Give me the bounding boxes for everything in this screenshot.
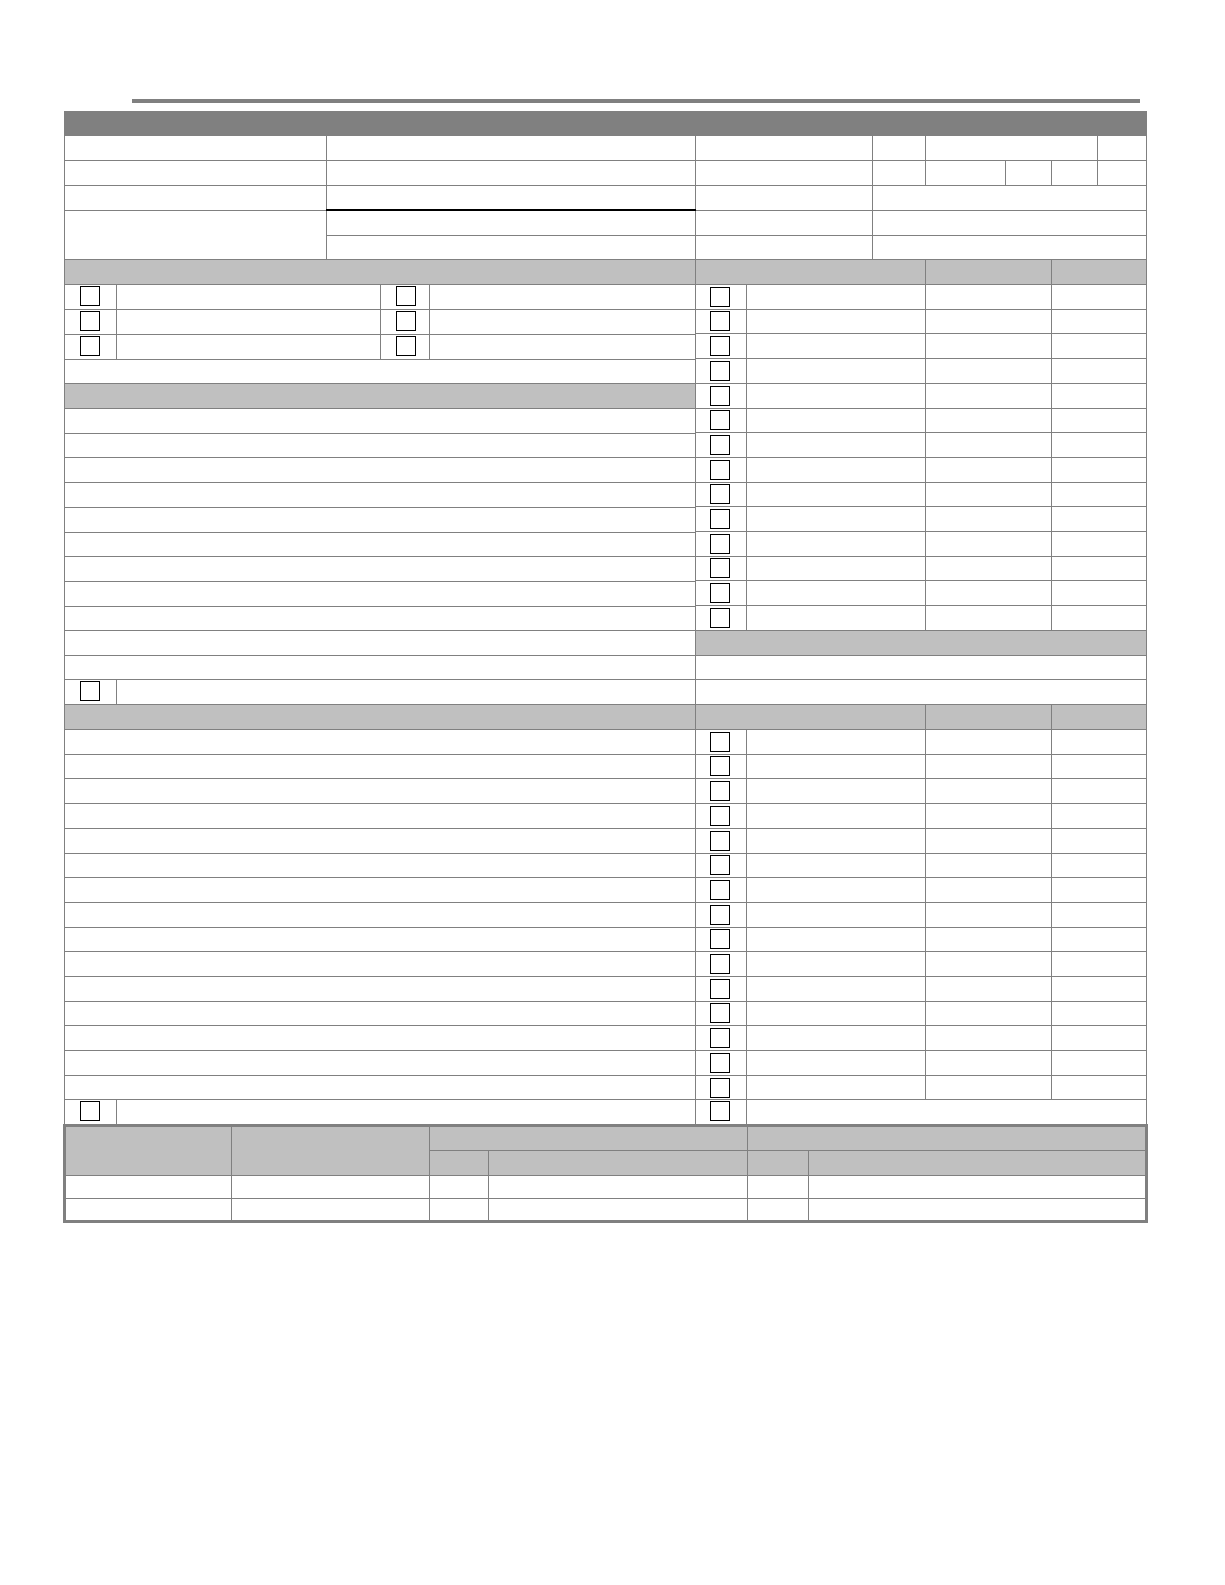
table-cell[interactable] — [808, 1198, 1147, 1223]
form-row[interactable] — [64, 1025, 696, 1051]
item-value-field[interactable] — [925, 284, 1052, 310]
item-value-field[interactable] — [1051, 309, 1147, 334]
option-label-cell[interactable] — [429, 284, 696, 310]
item-checkbox[interactable] — [710, 484, 730, 504]
item-checkbox[interactable] — [710, 311, 730, 331]
item-checkbox[interactable] — [710, 979, 730, 999]
item-label-cell[interactable] — [746, 729, 926, 755]
item-value-field[interactable] — [925, 778, 1052, 804]
item-value-field[interactable] — [925, 902, 1052, 928]
item-label-cell[interactable] — [746, 927, 926, 952]
form-row[interactable] — [64, 408, 696, 434]
form-row[interactable] — [695, 655, 1147, 680]
item-value-field[interactable] — [1051, 1075, 1147, 1101]
table-cell[interactable] — [64, 1198, 232, 1223]
item-value-field[interactable] — [1051, 828, 1147, 854]
item-value-field[interactable] — [925, 803, 1052, 829]
item-checkbox[interactable] — [710, 534, 730, 554]
form-row[interactable] — [64, 433, 696, 458]
item-value-field[interactable] — [1051, 556, 1147, 581]
form-row[interactable] — [64, 877, 696, 903]
item-value-field[interactable] — [925, 358, 1052, 384]
header-label-cell[interactable] — [64, 135, 327, 161]
item-value-field[interactable] — [925, 1075, 1052, 1101]
table-cell[interactable] — [429, 1175, 489, 1199]
item-value-field[interactable] — [925, 482, 1052, 507]
item-checkbox[interactable] — [710, 583, 730, 603]
table-cell[interactable] — [64, 1175, 232, 1199]
item-checkbox[interactable] — [710, 732, 730, 752]
item-value-field[interactable] — [1051, 877, 1147, 903]
item-value-field[interactable] — [1051, 778, 1147, 804]
table-cell[interactable] — [808, 1175, 1147, 1199]
item-value-field[interactable] — [1051, 333, 1147, 359]
form-row[interactable] — [64, 556, 696, 582]
item-checkbox[interactable] — [710, 386, 730, 406]
header-label-cell[interactable] — [695, 135, 873, 161]
header-label-cell[interactable] — [64, 210, 327, 260]
item-label-cell[interactable] — [746, 902, 926, 928]
header-small-field[interactable] — [1005, 160, 1052, 186]
item-label-cell[interactable] — [746, 457, 926, 483]
item-value-field[interactable] — [925, 556, 1052, 581]
column-header — [925, 704, 1052, 730]
item-value-field[interactable] — [1051, 927, 1147, 952]
item-value-field[interactable] — [1051, 432, 1147, 458]
item-checkbox[interactable] — [710, 1078, 730, 1098]
item-checkbox[interactable] — [710, 460, 730, 480]
item-label-cell[interactable] — [746, 1001, 926, 1026]
item-value-field[interactable] — [925, 457, 1052, 483]
item-value-field[interactable] — [1051, 1025, 1147, 1051]
table-subheader — [429, 1150, 489, 1176]
form-row[interactable] — [64, 803, 696, 829]
item-value-field[interactable] — [925, 605, 1052, 631]
option-label-cell[interactable] — [116, 334, 381, 360]
form-row[interactable] — [64, 729, 696, 755]
option-label-cell[interactable] — [116, 679, 696, 705]
table-cell[interactable] — [231, 1198, 430, 1223]
item-label-cell[interactable] — [746, 358, 926, 384]
form-row[interactable] — [64, 754, 696, 779]
item-label-cell[interactable] — [746, 1075, 926, 1101]
item-label-cell[interactable] — [746, 778, 926, 804]
item-value-field[interactable] — [925, 828, 1052, 854]
item-value-field[interactable] — [925, 383, 1052, 409]
option-checkbox[interactable] — [80, 1101, 100, 1121]
item-value-field[interactable] — [1051, 754, 1147, 779]
item-value-field[interactable] — [925, 877, 1052, 903]
option-checkbox[interactable] — [80, 311, 100, 331]
header-label-cell[interactable] — [695, 235, 873, 260]
item-checkbox[interactable] — [710, 929, 730, 949]
item-label-cell[interactable] — [746, 482, 926, 507]
section-header — [64, 704, 696, 730]
header-value-field[interactable] — [326, 210, 696, 236]
item-value-field[interactable] — [925, 729, 1052, 755]
item-value-field[interactable] — [925, 754, 1052, 779]
item-checkbox[interactable] — [710, 1003, 730, 1023]
header-value-field[interactable] — [326, 185, 696, 211]
item-checkbox[interactable] — [710, 954, 730, 974]
header-value-field[interactable] — [326, 160, 696, 186]
item-value-field[interactable] — [1051, 408, 1147, 433]
item-label-cell[interactable] — [746, 556, 926, 581]
item-value-field[interactable] — [1051, 1001, 1147, 1026]
option-label-cell[interactable] — [429, 334, 696, 360]
column-header — [695, 259, 926, 285]
header-label-cell[interactable] — [695, 210, 873, 236]
form-row[interactable] — [64, 655, 696, 680]
item-checkbox[interactable] — [710, 435, 730, 455]
item-label-cell[interactable] — [746, 853, 926, 878]
table-cell[interactable] — [747, 1198, 809, 1223]
item-label-cell[interactable] — [746, 828, 926, 854]
form-row[interactable] — [64, 482, 696, 508]
item-value-field[interactable] — [1051, 605, 1147, 631]
column-header — [1051, 259, 1147, 285]
item-checkbox[interactable] — [710, 880, 730, 900]
form-row[interactable] — [64, 581, 696, 607]
header-value-field[interactable] — [925, 160, 1006, 186]
header-label-cell[interactable] — [64, 160, 327, 186]
form-row[interactable] — [695, 679, 1147, 705]
option-checkbox[interactable] — [396, 286, 416, 306]
item-checkbox[interactable] — [710, 410, 730, 430]
form-title-bar — [64, 111, 1147, 135]
table-header — [747, 1124, 1147, 1151]
item-checkbox[interactable] — [710, 756, 730, 776]
item-value-field[interactable] — [1051, 383, 1147, 409]
item-value-field[interactable] — [1051, 482, 1147, 507]
item-label-cell[interactable] — [746, 1050, 926, 1076]
item-label-cell[interactable] — [746, 432, 926, 458]
item-label-cell[interactable] — [746, 284, 926, 310]
item-value-field[interactable] — [1051, 902, 1147, 928]
item-label-cell[interactable] — [746, 580, 926, 606]
option-label-cell[interactable] — [116, 309, 381, 335]
item-label-cell[interactable] — [746, 803, 926, 829]
item-value-field[interactable] — [925, 951, 1052, 977]
item-value-field[interactable] — [925, 408, 1052, 433]
form-row[interactable] — [64, 1001, 696, 1026]
item-label-cell[interactable] — [746, 754, 926, 779]
form-row[interactable] — [64, 828, 696, 854]
item-value-field[interactable] — [1051, 803, 1147, 829]
item-value-field[interactable] — [1051, 284, 1147, 310]
item-label-cell[interactable] — [746, 531, 926, 557]
form-row[interactable] — [64, 976, 696, 1002]
item-checkbox[interactable] — [710, 509, 730, 529]
item-checkbox[interactable] — [710, 905, 730, 925]
form-row[interactable] — [64, 951, 696, 977]
table-cell[interactable] — [747, 1175, 809, 1199]
option-checkbox[interactable] — [396, 336, 416, 356]
header-small-field[interactable] — [1051, 160, 1098, 186]
item-label-cell[interactable] — [746, 951, 926, 977]
form-row[interactable] — [64, 606, 696, 631]
form-row[interactable] — [64, 853, 696, 878]
form-row[interactable] — [64, 927, 696, 952]
item-label-cell[interactable] — [746, 976, 926, 1002]
item-value-field[interactable] — [925, 1050, 1052, 1076]
header-value-field[interactable] — [925, 135, 1098, 161]
item-value-field[interactable] — [1051, 1050, 1147, 1076]
form-row[interactable] — [64, 359, 696, 384]
header-value-field[interactable] — [872, 235, 1147, 260]
option-label-cell[interactable] — [116, 1099, 696, 1125]
form-row[interactable] — [64, 1050, 696, 1076]
item-label-cell[interactable] — [746, 506, 926, 532]
item-value-field[interactable] — [925, 1001, 1052, 1026]
top-rule — [132, 99, 1140, 103]
option-checkbox[interactable] — [80, 681, 100, 701]
header-label-cell[interactable] — [695, 185, 873, 211]
item-value-field[interactable] — [925, 333, 1052, 359]
option-label-cell[interactable] — [116, 284, 381, 310]
item-value-field[interactable] — [1051, 580, 1147, 606]
header-value-field[interactable] — [326, 135, 696, 161]
form-row[interactable] — [64, 457, 696, 483]
header-value-field[interactable] — [872, 185, 1147, 211]
item-label-cell[interactable] — [746, 309, 926, 334]
form-row[interactable] — [64, 778, 696, 804]
item-value-field[interactable] — [925, 1025, 1052, 1051]
section-header — [64, 383, 696, 409]
item-value-field[interactable] — [1051, 853, 1147, 878]
header-label-cell[interactable] — [695, 160, 873, 186]
header-small-field[interactable] — [1097, 160, 1147, 186]
item-checkbox[interactable] — [710, 558, 730, 578]
option-checkbox[interactable] — [396, 311, 416, 331]
option-label-cell[interactable] — [429, 309, 696, 335]
item-label-cell[interactable] — [746, 408, 926, 433]
item-checkbox[interactable] — [710, 1028, 730, 1048]
form-row[interactable] — [64, 507, 696, 533]
item-value-field[interactable] — [1051, 457, 1147, 483]
column-header — [925, 259, 1052, 285]
table-header — [64, 1124, 232, 1176]
item-value-field[interactable] — [1051, 729, 1147, 755]
item-checkbox[interactable] — [710, 361, 730, 381]
item-checkbox[interactable] — [710, 287, 730, 307]
item-value-field[interactable] — [925, 432, 1052, 458]
form-row[interactable] — [64, 1075, 696, 1101]
option-checkbox[interactable] — [80, 286, 100, 306]
table-cell[interactable] — [488, 1198, 748, 1223]
header-value-field[interactable] — [326, 235, 696, 260]
table-cell[interactable] — [231, 1175, 430, 1199]
header-small-field[interactable] — [872, 160, 926, 186]
item-value-field[interactable] — [1051, 951, 1147, 977]
header-label-cell[interactable] — [64, 185, 327, 211]
form-row[interactable] — [64, 902, 696, 928]
form-row[interactable] — [746, 1099, 1147, 1125]
item-value-field[interactable] — [925, 506, 1052, 532]
option-checkbox[interactable] — [80, 336, 100, 356]
item-value-field[interactable] — [1051, 531, 1147, 557]
item-value-field[interactable] — [925, 853, 1052, 878]
item-value-field[interactable] — [925, 927, 1052, 952]
item-checkbox[interactable] — [710, 336, 730, 356]
form-row[interactable] — [64, 630, 696, 656]
column-header — [1051, 704, 1147, 730]
table-header — [231, 1124, 430, 1176]
item-value-field[interactable] — [1051, 358, 1147, 384]
item-label-cell[interactable] — [746, 383, 926, 409]
table-subheader — [488, 1150, 748, 1176]
column-header — [695, 704, 926, 730]
item-value-field[interactable] — [1051, 976, 1147, 1002]
header-small-field[interactable] — [872, 135, 926, 161]
item-value-field[interactable] — [1051, 506, 1147, 532]
section-header — [64, 259, 696, 285]
header-value-field[interactable] — [872, 210, 1147, 236]
header-small-field[interactable] — [1097, 135, 1147, 161]
item-value-field[interactable] — [925, 309, 1052, 334]
table-header — [429, 1124, 748, 1151]
item-label-cell[interactable] — [746, 605, 926, 631]
item-value-field[interactable] — [925, 976, 1052, 1002]
item-label-cell[interactable] — [746, 333, 926, 359]
item-checkbox[interactable] — [710, 806, 730, 826]
underline-rule — [326, 209, 696, 211]
item-checkbox[interactable] — [710, 781, 730, 801]
form-row[interactable] — [64, 532, 696, 557]
table-cell[interactable] — [429, 1198, 489, 1223]
item-checkbox[interactable] — [710, 831, 730, 851]
item-value-field[interactable] — [925, 580, 1052, 606]
item-value-field[interactable] — [925, 531, 1052, 557]
item-checkbox[interactable] — [710, 855, 730, 875]
table-subheader — [747, 1150, 809, 1176]
section-header — [695, 630, 1147, 656]
item-label-cell[interactable] — [746, 877, 926, 903]
item-label-cell[interactable] — [746, 1025, 926, 1051]
table-subheader — [808, 1150, 1147, 1176]
item-checkbox[interactable] — [710, 1053, 730, 1073]
item-checkbox[interactable] — [710, 608, 730, 628]
table-cell[interactable] — [488, 1175, 748, 1199]
item-checkbox[interactable] — [710, 1101, 730, 1121]
